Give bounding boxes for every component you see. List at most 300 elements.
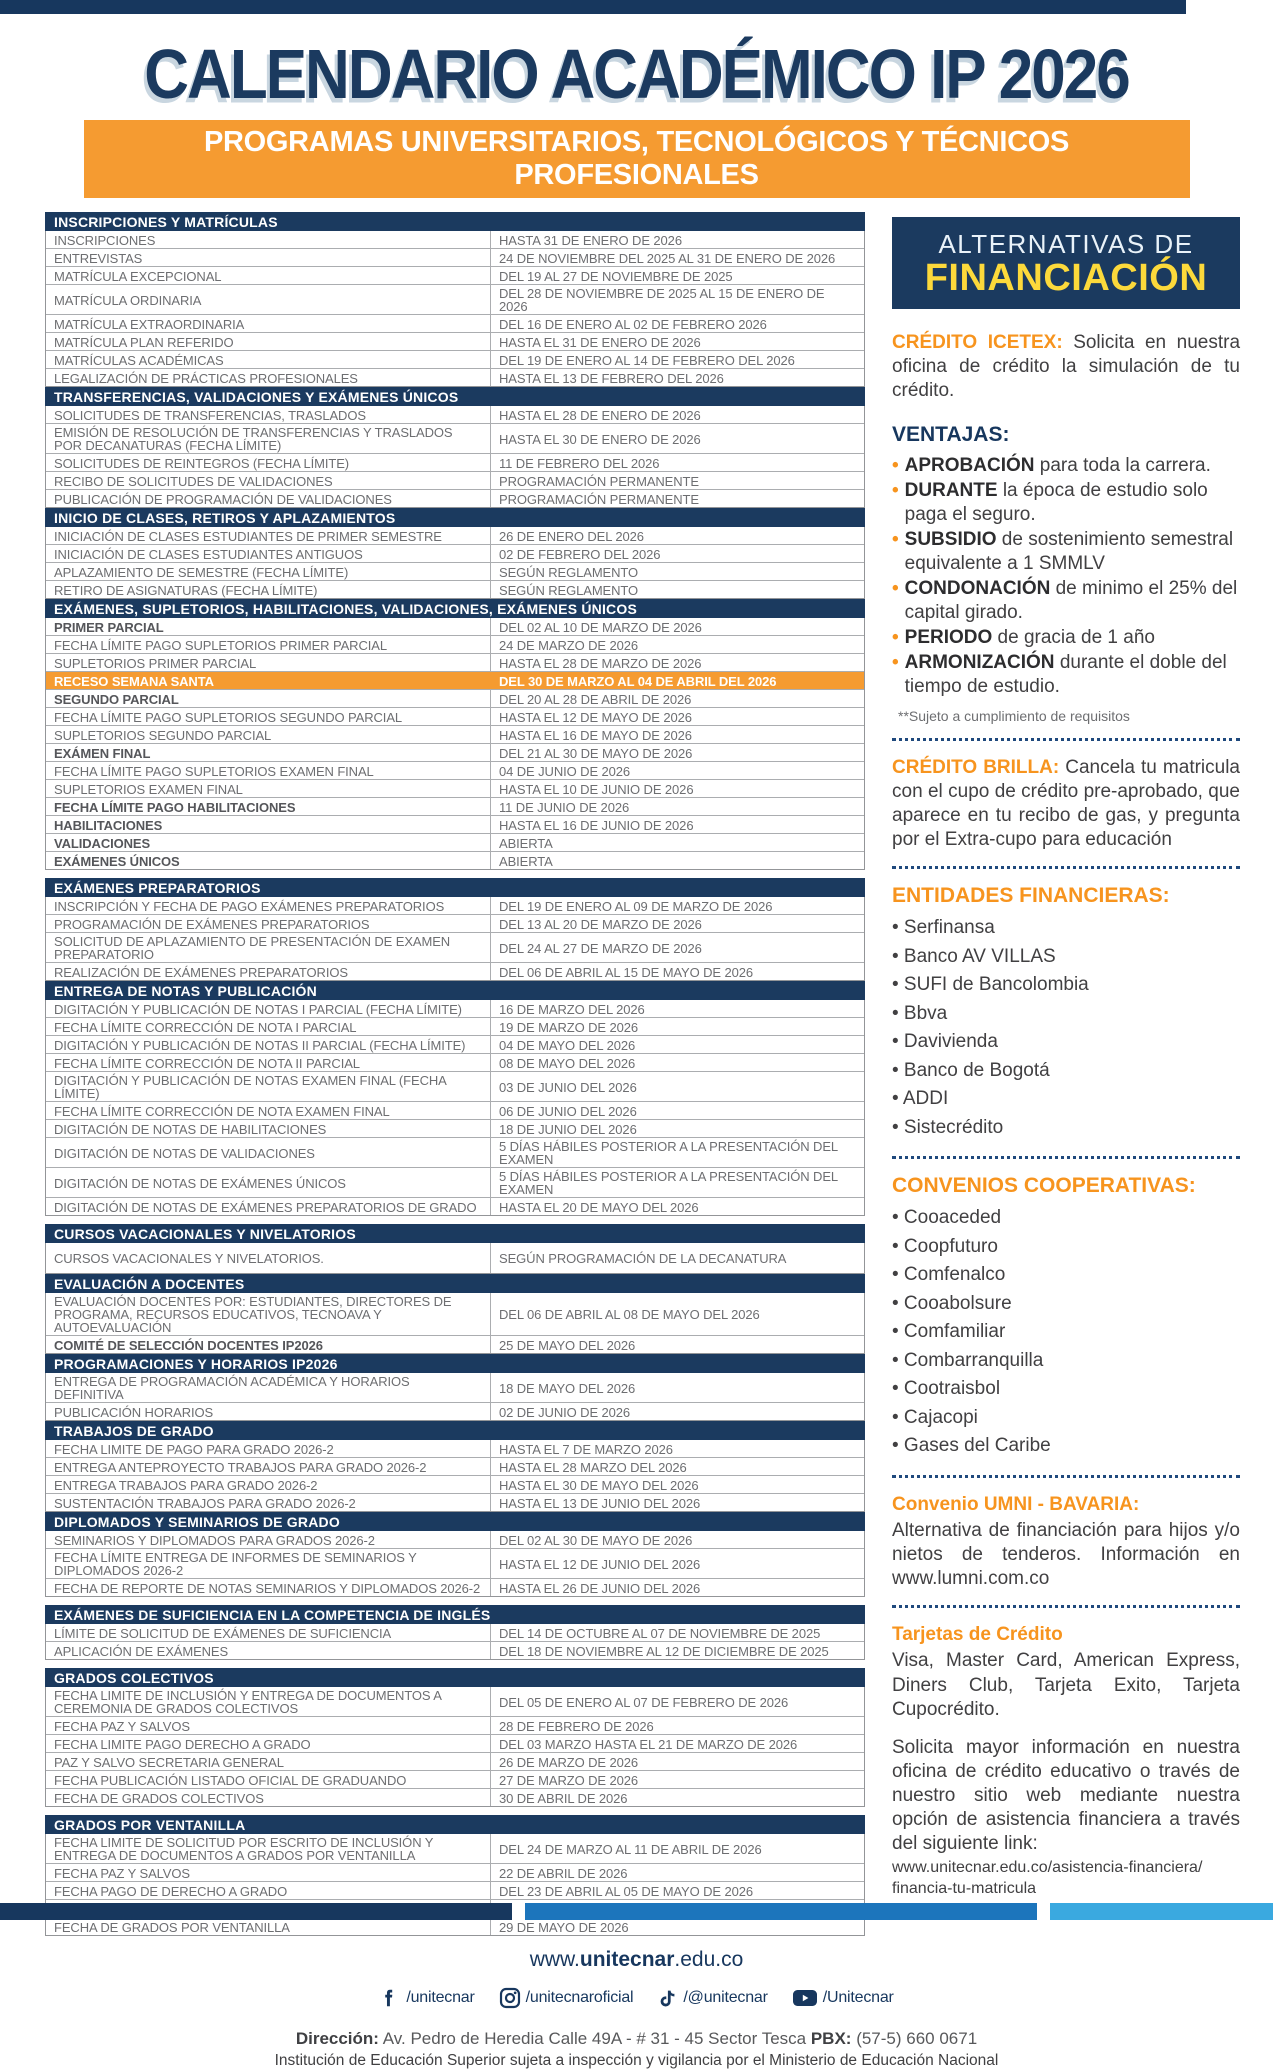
section-header: TRANSFERENCIAS, VALIDACIONES Y EXÁMENES ÚNICOS xyxy=(45,387,865,406)
requirements-note: **Sujeto a cumplimiento de requisitos xyxy=(898,707,1130,724)
date-cell: 11 DE FEBRERO DEL 2026 xyxy=(490,454,864,471)
date-cell: DEL 24 DE MARZO AL 11 DE ABRIL DE 2026 xyxy=(490,1834,864,1863)
bullet-dot: • xyxy=(892,480,899,502)
activity-cell: SOLICITUDES DE TRANSFERENCIAS, TRASLADOS xyxy=(54,407,366,423)
calendar-row xyxy=(46,1018,864,1036)
activity-cell: FECHA LÍMITE PAGO SUPLETORIOS PRIMER PARCIAL xyxy=(54,637,387,653)
activity-cell: DIGITACIÓN DE NOTAS DE VALIDACIONES xyxy=(54,1145,315,1161)
date-cell: DEL 19 DE ENERO AL 14 DE FEBRERO DEL 2026 xyxy=(490,351,864,368)
sidebar-lead-paragraph xyxy=(892,756,1240,853)
date-cell: ABIERTA xyxy=(490,834,864,851)
activity-cell: PUBLICACIÓN DE PROGRAMACIÓN DE VALIDACIONES xyxy=(54,491,392,507)
social-link[interactable] xyxy=(499,1987,634,2009)
calendar-row xyxy=(46,1336,864,1353)
date-cell: SEGÚN REGLAMENTO xyxy=(490,563,864,580)
date-cell: DEL 16 DE ENERO AL 02 DE FEBRERO 2026 xyxy=(490,315,864,332)
activity-cell: RECESO SEMANA SANTA xyxy=(54,673,214,689)
social-link[interactable] xyxy=(657,1988,767,2009)
calendar-row xyxy=(46,744,864,762)
activity-cell: SEGUNDO PARCIAL xyxy=(54,691,179,707)
social-handle: /unitecnaroficial xyxy=(525,1989,634,2006)
social-handle: /unitecnar xyxy=(406,1989,475,2006)
activity-cell: COMITÉ DE SELECCIÓN DOCENTES IP2026 xyxy=(54,1337,323,1353)
section-body xyxy=(45,1531,865,1597)
section-header: EVALUACIÓN A DOCENTES xyxy=(45,1274,865,1293)
date-cell: HASTA EL 12 DE MAYO DE 2026 xyxy=(490,708,864,725)
activity-cell: ENTREGA DE PROGRAMACIÓN ACADÉMICA Y HORARIOS DEFINITIVA xyxy=(54,1374,410,1402)
activity-cell: DIGITACIÓN Y PUBLICACIÓN DE NOTAS EXAMEN FINAL (FECHA LÍMITE) xyxy=(54,1073,446,1101)
activity-cell: DIGITACIÓN DE NOTAS DE HABILITACIONES xyxy=(54,1121,327,1137)
list-item: • Combarranquilla xyxy=(892,1349,1044,1371)
calendar-row xyxy=(46,454,864,472)
section-header: TRABAJOS DE GRADO xyxy=(45,1421,865,1440)
calendar-row xyxy=(46,1243,864,1273)
activity-cell: FECHA DE GRADOS COLECTIVOS xyxy=(54,1790,264,1806)
calendar-row xyxy=(46,636,864,654)
calendar-row xyxy=(46,915,864,933)
section-body xyxy=(45,1293,865,1354)
list-title: CONVENIOS COOPERATIVAS: xyxy=(892,1174,1196,1198)
calendar-row xyxy=(46,1198,864,1215)
date-cell: DEL 20 AL 28 DE ABRIL DE 2026 xyxy=(490,690,864,707)
calendar-row xyxy=(46,1373,864,1403)
main-content xyxy=(45,212,1240,1936)
bottom-bar-gap xyxy=(512,1903,525,1920)
date-cell: DEL 18 DE NOVIEMBRE AL 12 DE DICIEMBRE DE 2025 xyxy=(490,1642,864,1659)
activity-cell: EVALUACIÓN DOCENTES POR: ESTUDIANTES, DIRECTORES DE PROGRAMA, RECURSOS EDUCATIVOS, TECNOAVA Y AUTOEVALUACIÓN xyxy=(54,1294,452,1335)
section-gap xyxy=(45,1597,865,1605)
dotted-separator xyxy=(892,866,1240,869)
activity-cell: DIGITACIÓN Y PUBLICACIÓN DE NOTAS II PARCIAL (FECHA LÍMITE) xyxy=(54,1037,466,1053)
section-header: EXÁMENES DE SUFICIENCIA EN LA COMPETENCIA DE INGLÉS xyxy=(45,1605,865,1624)
date-cell: 11 DE JUNIO DE 2026 xyxy=(490,798,864,815)
date-cell: HASTA EL 28 DE MARZO DE 2026 xyxy=(490,654,864,671)
activity-cell: FECHA LÍMITE CORRECCIÓN DE NOTA II PARCIAL xyxy=(54,1055,360,1071)
activity-cell: RECIBO DE SOLICITUDES DE VALIDACIONES xyxy=(54,473,333,489)
lead-label: CRÉDITO BRILLA: xyxy=(892,756,1060,778)
bottom-bar-navy xyxy=(0,1903,512,1920)
calendar-row xyxy=(46,563,864,581)
calendar-row xyxy=(46,963,864,980)
date-cell: 02 DE JUNIO DE 2026 xyxy=(490,1403,864,1420)
activity-cell: MATRÍCULA PLAN REFERIDO xyxy=(54,334,234,350)
sidebar-block xyxy=(892,1493,1240,1592)
calendar-row xyxy=(46,1882,864,1900)
section-header: EXÁMENES, SUPLETORIOS, HABILITACIONES, VALIDACIONES, EXÁMENES ÚNICOS xyxy=(45,599,865,618)
date-cell: 08 DE MAYO DEL 2026 xyxy=(490,1054,864,1071)
site-suffix: .edu.co xyxy=(674,1948,744,1971)
calendar-row xyxy=(46,333,864,351)
date-cell: 02 DE FEBRERO DEL 2026 xyxy=(490,545,864,562)
date-cell: HASTA EL 30 DE MAYO DEL 2026 xyxy=(490,1476,864,1493)
calendar-row xyxy=(46,1168,864,1198)
sidebar-lead-paragraph xyxy=(892,331,1240,403)
activity-cell: SUSTENTACIÓN TRABAJOS PARA GRADO 2026-2 xyxy=(54,1495,356,1511)
calendar-row xyxy=(46,1717,864,1735)
tiktok-icon xyxy=(657,1988,678,2009)
activity-cell: PRIMER PARCIAL xyxy=(54,619,164,635)
activity-cell: FECHA LÍMITE ENTREGA DE INFORMES DE SEMINARIOS Y DIPLOMADOS 2026-2 xyxy=(54,1550,417,1578)
date-cell: ABIERTA xyxy=(490,852,864,869)
date-cell: 27 DE MARZO DE 2026 xyxy=(490,1771,864,1788)
calendar-row xyxy=(46,897,864,915)
financing-link[interactable]: www.unitecnar.edu.co/asistencia-financiera/ financia-tu-matricula xyxy=(892,1859,1203,1898)
date-cell: 25 DE MAYO DEL 2026 xyxy=(490,1336,864,1353)
date-cell: 06 DE JUNIO DEL 2026 xyxy=(490,1102,864,1119)
social-link[interactable] xyxy=(792,1988,894,2008)
lead-text: Solicita en nuestra oficina de crédito la simulación de tu crédito. xyxy=(892,332,1241,402)
section-header: GRADOS POR VENTANILLA xyxy=(45,1815,865,1834)
date-cell: DEL 21 AL 30 DE MAYO DE 2026 xyxy=(490,744,864,761)
activity-cell: ENTREGA ANTEPROYECTO TRABAJOS PARA GRADO 2026-2 xyxy=(54,1459,427,1475)
activity-cell: EXÁMEN FINAL xyxy=(54,745,151,761)
bullet-item xyxy=(892,651,1240,699)
activity-cell: FECHA PUBLICACIÓN LISTADO OFICIAL DE GRADUANDO xyxy=(54,1772,407,1788)
list-item: • ADDI xyxy=(892,1088,949,1110)
sidebar-sections xyxy=(892,331,1240,1900)
date-cell: 04 DE JUNIO DE 2026 xyxy=(490,762,864,779)
date-cell: HASTA EL 7 DE MARZO 2026 xyxy=(490,1440,864,1457)
activity-cell: APLAZAMIENTO DE SEMESTRE (FECHA LÍMITE) xyxy=(54,564,349,580)
bullet-dot: • xyxy=(892,529,899,551)
activity-cell: FECHA LÍMITE PAGO SUPLETORIOS SEGUNDO PARCIAL xyxy=(54,709,403,725)
social-handle: /Unitecnar xyxy=(822,1989,894,2006)
calendar-row xyxy=(46,1735,864,1753)
section-body xyxy=(45,1624,865,1660)
pbx-value: (57-5) 660 0671 xyxy=(851,2029,978,2048)
calendar-table xyxy=(45,212,865,1936)
activity-cell: FECHA PAZ Y SALVOS xyxy=(54,1865,190,1881)
date-cell: HASTA EL 12 DE JUNIO DEL 2026 xyxy=(490,1549,864,1578)
date-cell: 19 DE MARZO DE 2026 xyxy=(490,1018,864,1035)
calendar-row xyxy=(46,1072,864,1102)
section-header: INICIO DE CLASES, RETIROS Y APLAZAMIENTOS xyxy=(45,508,865,527)
activity-cell: SUPLETORIOS PRIMER PARCIAL xyxy=(54,655,257,671)
section-header: ENTREGA DE NOTAS Y PUBLICACIÓN xyxy=(45,981,865,1000)
bullet-dot: • xyxy=(892,626,899,648)
calendar-row xyxy=(46,1549,864,1579)
date-cell: DEL 19 AL 27 DE NOVIEMBRE DE 2025 xyxy=(490,267,864,284)
section-gap xyxy=(45,1216,865,1224)
activity-cell: EMISIÓN DE RESOLUCIÓN DE TRANSFERENCIAS Y TRASLADOS POR DECANATURAS (FECHA LÍMITE) xyxy=(54,425,453,453)
calendar-row xyxy=(46,490,864,507)
date-cell: HASTA EL 16 DE MAYO DE 2026 xyxy=(490,726,864,743)
calendar-row xyxy=(46,654,864,672)
activity-cell: MATRÍCULAS ACADÉMICAS xyxy=(54,352,224,368)
footer xyxy=(0,1948,1273,2070)
activity-cell: FECHA PAGO DE DERECHO A GRADO xyxy=(54,1883,288,1899)
list-item: • Davivienda xyxy=(892,1031,998,1053)
activity-cell: DIGITACIÓN Y PUBLICACIÓN DE NOTAS I PARCIAL (FECHA LÍMITE) xyxy=(54,1001,462,1017)
section-header: CURSOS VACACIONALES Y NIVELATORIOS xyxy=(45,1224,865,1243)
bullet-item xyxy=(892,479,1240,527)
section-header: PROGRAMACIONES Y HORARIOS IP2026 xyxy=(45,1354,865,1373)
activity-cell: INICIACIÓN DE CLASES ESTUDIANTES DE PRIMER SEMESTRE xyxy=(54,528,442,544)
activity-cell: SOLICITUDES DE REINTEGROS (FECHA LÍMITE) xyxy=(54,455,350,471)
block-text: Alternativa de financiación para hijos y/o nietos de tenderos. Información en www.lumni.com.co xyxy=(892,1519,1240,1590)
bullet-text: APROBACIÓN para toda la carrera. xyxy=(904,455,1211,477)
date-cell: DEL 30 DE MARZO AL 04 DE ABRIL DEL 2026 xyxy=(499,673,777,689)
date-cell: DEL 23 DE ABRIL AL 05 DE MAYO DE 2026 xyxy=(490,1882,864,1899)
activity-cell: INSCRIPCIONES xyxy=(54,232,156,248)
calendar-row xyxy=(46,1918,864,1935)
date-cell: HASTA EL 28 MARZO DEL 2026 xyxy=(490,1458,864,1475)
date-cell: 26 DE MARZO DE 2026 xyxy=(490,1753,864,1770)
sidebar-paragraph: Solicita mayor información en nuestra oficina de crédito educativo o través de nuestro sitio web mediante nuestra opción de asistencia financiera a través del siguiente link: xyxy=(892,1736,1240,1855)
activity-cell: EXÁMENES ÚNICOS xyxy=(54,853,180,869)
bullet-text: ARMONIZACIÓN durante el doble del tiempo de estudio. xyxy=(904,651,1227,697)
list-item: • Serfinansa xyxy=(892,917,995,939)
date-cell: DEL 03 MARZO HASTA EL 21 DE MARZO DE 2026 xyxy=(490,1735,864,1752)
activity-cell: FECHA LIMITE PAGO DERECHO A GRADO xyxy=(54,1736,311,1752)
bullet-text: CONDONACIÓN de minimo el 25% del capital girado. xyxy=(904,578,1238,623)
financing-box-title xyxy=(892,217,1240,309)
date-cell: 18 DE MAYO DEL 2026 xyxy=(490,1373,864,1402)
calendar-row xyxy=(46,708,864,726)
section-gap xyxy=(45,1660,865,1668)
date-cell: 04 DE MAYO DEL 2026 xyxy=(490,1036,864,1053)
activity-cell: FECHA LÍMITE CORRECCIÓN DE NOTA I PARCIAL xyxy=(54,1019,357,1035)
activity-cell: APLICACIÓN DE EXÁMENES xyxy=(54,1643,229,1659)
calendar-row xyxy=(46,798,864,816)
calendar-row xyxy=(46,1864,864,1882)
date-cell: 5 DÍAS HÁBILES POSTERIOR A LA PRESENTACIÓN DEL EXAMEN xyxy=(490,1138,864,1167)
calendar-row xyxy=(46,816,864,834)
activity-cell: RETIRO DE ASIGNATURAS (FECHA LÍMITE) xyxy=(54,582,318,598)
instagram-icon xyxy=(499,1987,521,2009)
list-item: • Cooabolsure xyxy=(892,1292,1012,1314)
date-cell: 03 DE JUNIO DEL 2026 xyxy=(490,1072,864,1101)
calendar-row xyxy=(46,581,864,598)
dotted-separator xyxy=(892,1156,1240,1159)
calendar-row xyxy=(46,267,864,285)
activity-cell: FECHA LIMITE DE INCLUSIÓN Y ENTREGA DE DOCUMENTOS A CEREMONIA DE GRADOS COLECTIVOS xyxy=(54,1688,442,1716)
activity-cell: FECHA LÍMITE PAGO HABILITACIONES xyxy=(54,799,296,815)
financing-box-line2: FINANCIACIÓN xyxy=(924,257,1208,299)
date-cell: HASTA 31 DE ENERO DE 2026 xyxy=(490,231,864,248)
date-cell: SEGÚN PROGRAMACIÓN DE LA DECANATURA xyxy=(490,1243,864,1273)
calendar-row xyxy=(46,834,864,852)
list-item: • Gases del Caribe xyxy=(892,1435,1051,1457)
date-cell: 30 DE ABRIL DE 2026 xyxy=(490,1789,864,1806)
date-cell: HASTA EL 13 DE JUNIO DEL 2026 xyxy=(490,1494,864,1511)
bullet-item xyxy=(892,626,1240,650)
activity-cell: ENTREGA TRABAJOS PARA GRADO 2026-2 xyxy=(54,1477,318,1493)
date-cell: 28 DE FEBRERO DE 2026 xyxy=(490,1717,864,1734)
calendar-row xyxy=(46,762,864,780)
date-cell: HASTA EL 10 DE JUNIO DE 2026 xyxy=(490,780,864,797)
activity-cell: CURSOS VACACIONALES Y NIVELATORIOS. xyxy=(54,1251,324,1266)
activity-cell: INSCRIPCIÓN Y FECHA DE PAGO EXÁMENES PREPARATORIOS xyxy=(54,898,445,914)
date-cell: 5 DÍAS HÁBILES POSTERIOR A LA PRESENTACIÓN DEL EXAMEN xyxy=(490,1168,864,1197)
activity-cell: FECHA DE GRADOS POR VENTANILLA xyxy=(54,1919,290,1935)
activity-cell: FECHA DE REPORTE DE NOTAS SEMINARIOS Y DIPLOMADOS 2026-2 xyxy=(54,1580,481,1596)
list-item: • Banco de Bogotá xyxy=(892,1059,1050,1081)
calendar-row xyxy=(46,1753,864,1771)
date-cell: PROGRAMACIÓN PERMANENTE xyxy=(490,490,864,507)
financing-box-line1: ALTERNATIVAS DE xyxy=(938,229,1194,259)
date-cell: HASTA EL 28 DE ENERO DE 2026 xyxy=(490,406,864,423)
date-cell: DEL 13 AL 20 DE MARZO DE 2026 xyxy=(490,915,864,932)
calendar-row xyxy=(46,545,864,563)
section-header: GRADOS COLECTIVOS xyxy=(45,1668,865,1687)
top-accent-bar xyxy=(0,0,1186,14)
address-label: Dirección: xyxy=(295,2029,379,2048)
calendar-row xyxy=(46,315,864,333)
bullet-text: PERIODO de gracia de 1 año xyxy=(904,626,1155,648)
pbx-label: PBX: xyxy=(810,2029,852,2048)
list-item: • Cajacopi xyxy=(892,1406,978,1428)
calendar-row xyxy=(46,1476,864,1494)
date-cell: 24 DE MARZO DE 2026 xyxy=(490,636,864,653)
section-body xyxy=(45,618,865,870)
activity-cell: FECHA LIMITE DE PAGO PARA GRADO 2026-2 xyxy=(54,1441,334,1457)
lead-label: CRÉDITO ICETEX: xyxy=(892,332,1063,353)
date-cell: DEL 06 DE ABRIL AL 15 DE MAYO DE 2026 xyxy=(490,963,864,980)
activity-cell: FECHA LIMITE DE SOLICITUD POR ESCRITO DE INCLUSIÓN Y ENTREGA DE DOCUMENTOS A GRADOS POR VENTANILLA xyxy=(54,1835,434,1863)
calendar-row xyxy=(46,1293,864,1336)
activity-cell: INICIACIÓN DE CLASES ESTUDIANTES ANTIGUOS xyxy=(54,546,363,562)
activity-cell: ENTREVISTAS xyxy=(54,250,143,266)
activity-cell: DIGITACIÓN DE NOTAS DE EXÁMENES PREPARATORIOS DE GRADO xyxy=(54,1199,477,1215)
activity-cell: PAZ Y SALVO SECRETARIA GENERAL xyxy=(54,1754,284,1770)
calendar-row xyxy=(46,1403,864,1420)
activity-cell: FECHA PAZ Y SALVOS xyxy=(54,1718,190,1734)
dotted-separator xyxy=(892,738,1240,741)
activity-cell: PROGRAMACIÓN DE EXÁMENES PREPARATORIOS xyxy=(54,916,370,932)
bottom-bar-gap xyxy=(1037,1903,1050,1920)
date-cell: 18 DE JUNIO DEL 2026 xyxy=(490,1120,864,1137)
block-label: Convenio UMNI - BAVARIA: xyxy=(892,1493,1140,1515)
section-body xyxy=(45,1373,865,1421)
calendar-row xyxy=(46,1642,864,1659)
list-item: • Cooaceded xyxy=(892,1207,1002,1229)
dotted-separator xyxy=(892,1475,1240,1478)
calendar-row xyxy=(46,1440,864,1458)
activity-cell: REALIZACIÓN DE EXÁMENES PREPARATORIOS xyxy=(54,964,348,980)
date-cell: DEL 28 DE NOVIEMBRE DE 2025 AL 15 DE ENERO DE 2026 xyxy=(490,285,864,314)
calendar-row xyxy=(46,1000,864,1018)
calendar-row xyxy=(46,406,864,424)
facebook-icon xyxy=(379,1987,401,2009)
section-body xyxy=(45,527,865,599)
calendar-row xyxy=(46,852,864,869)
date-cell: HASTA EL 31 DE ENERO DE 2026 xyxy=(490,333,864,350)
activity-cell: LEGALIZACIÓN DE PRÁCTICAS PROFESIONALES xyxy=(54,370,358,386)
activity-cell: FECHA LÍMITE PAGO SUPLETORIOS EXAMEN FINAL xyxy=(54,763,374,779)
activity-cell: LÍMITE DE SOLICITUD DE EXÁMENES DE SUFICIENCIA xyxy=(54,1625,392,1641)
date-cell: 16 DE MARZO DEL 2026 xyxy=(490,1000,864,1017)
bottom-bar-lightblue xyxy=(1050,1903,1273,1920)
calendar-row xyxy=(46,1494,864,1511)
section-body xyxy=(45,1834,865,1936)
sidebar-block xyxy=(892,1623,1240,1722)
calendar-row xyxy=(46,369,864,386)
section-body xyxy=(45,1687,865,1807)
bullet-dot: • xyxy=(892,651,899,673)
activity-cell: PUBLICACIÓN HORARIOS xyxy=(54,1404,214,1420)
section-gap xyxy=(45,1807,865,1815)
address-line xyxy=(0,2029,1273,2049)
activity-cell: SUPLETORIOS EXAMEN FINAL xyxy=(54,781,243,797)
disclaimer: Institución de Educación Superior sujeta a inspección y vigilancia por el Ministerio de Educación Nacional xyxy=(274,2052,999,2069)
activity-cell: SEMINARIOS Y DIPLOMADOS PARA GRADOS 2026-2 xyxy=(54,1532,375,1548)
calendar-row xyxy=(46,1687,864,1717)
date-cell: DEL 19 DE ENERO AL 09 DE MARZO DE 2026 xyxy=(490,897,864,914)
site-prefix: www. xyxy=(529,1948,580,1971)
financing-sidebar xyxy=(892,212,1240,1936)
date-cell: DEL 05 DE ENERO AL 07 DE FEBRERO DE 2026 xyxy=(490,1687,864,1716)
social-row xyxy=(0,1987,1273,2009)
section-body xyxy=(45,1243,865,1274)
section-body xyxy=(45,406,865,508)
address-value: Av. Pedro de Heredia Calle 49A - # 31 - 45 Sector Tesca xyxy=(378,2029,811,2048)
activity-cell: FECHA LÍMITE CORRECCIÓN DE NOTA EXAMEN FINAL xyxy=(54,1103,390,1119)
website-link[interactable] xyxy=(0,1948,1273,1972)
calendar-row xyxy=(46,424,864,454)
calendar-row xyxy=(46,351,864,369)
calendar-row xyxy=(46,472,864,490)
date-cell: HASTA EL 13 DE FEBRERO DEL 2026 xyxy=(490,369,864,386)
list-item: • Comfamiliar xyxy=(892,1321,1006,1343)
section-body xyxy=(45,1000,865,1216)
section-body xyxy=(45,1440,865,1512)
bullet-dot: • xyxy=(892,578,899,600)
social-link[interactable] xyxy=(379,1987,474,2009)
date-cell: HASTA EL 16 DE JUNIO DE 2026 xyxy=(490,816,864,833)
date-cell: SEGÚN REGLAMENTO xyxy=(490,581,864,598)
calendar-row xyxy=(46,726,864,744)
bullet-item xyxy=(892,577,1240,625)
calendar-row xyxy=(46,1054,864,1072)
calendar-row xyxy=(46,690,864,708)
bullet-item xyxy=(892,528,1240,576)
list-item: • Cootraisbol xyxy=(892,1378,1001,1400)
calendar-row xyxy=(46,1834,864,1864)
block-label: Tarjetas de Crédito xyxy=(892,1624,1063,1646)
calendar-row xyxy=(46,1120,864,1138)
date-cell: 24 DE NOVIEMBRE DEL 2025 AL 31 DE ENERO DE 2026 xyxy=(490,249,864,266)
section-body xyxy=(45,231,865,387)
bullet-text: SUBSIDIO de sostenimiento semestral equivalente a 1 SMMLV xyxy=(904,529,1234,575)
calendar-row xyxy=(46,1789,864,1806)
bullet-text: DURANTE la época de estudio solo paga el seguro. xyxy=(904,480,1208,526)
section-header: INSCRIPCIONES Y MATRÍCULAS xyxy=(45,212,865,231)
list-title: ENTIDADES FINANCIERAS: xyxy=(892,884,1170,908)
activity-cell: MATRÍCULA ORDINARIA xyxy=(54,292,202,308)
calendar-row xyxy=(46,1579,864,1596)
bullet-item xyxy=(892,454,1240,478)
calendar-row xyxy=(46,1624,864,1642)
block-text: Visa, Master Card, American Express, Diners Club, Tarjeta Exito, Tarjeta Cupocrédito. xyxy=(892,1650,1240,1720)
calendar-row xyxy=(46,231,864,249)
calendar-row xyxy=(46,1458,864,1476)
activity-cell: SUPLETORIOS SEGUNDO PARCIAL xyxy=(54,727,272,743)
calendar-row xyxy=(46,1102,864,1120)
bottom-accent-bars xyxy=(0,1903,1273,1920)
section-header: EXÁMENES PREPARATORIOS xyxy=(45,878,865,897)
list-item: • Coopfuturo xyxy=(892,1235,998,1257)
calendar-row xyxy=(46,933,864,963)
calendar-row xyxy=(46,1138,864,1168)
date-cell: DEL 14 DE OCTUBRE AL 07 DE NOVIEMBRE DE 2025 xyxy=(490,1624,864,1641)
bullet-dot: • xyxy=(892,455,899,477)
list-item: • Banco AV VILLAS xyxy=(892,945,1056,967)
calendar-row xyxy=(46,249,864,267)
activity-cell: HABILITACIONES xyxy=(54,817,163,833)
calendar-row xyxy=(46,672,864,690)
activity-cell: DIGITACIÓN DE NOTAS DE EXÁMENES ÚNICOS xyxy=(54,1175,346,1191)
